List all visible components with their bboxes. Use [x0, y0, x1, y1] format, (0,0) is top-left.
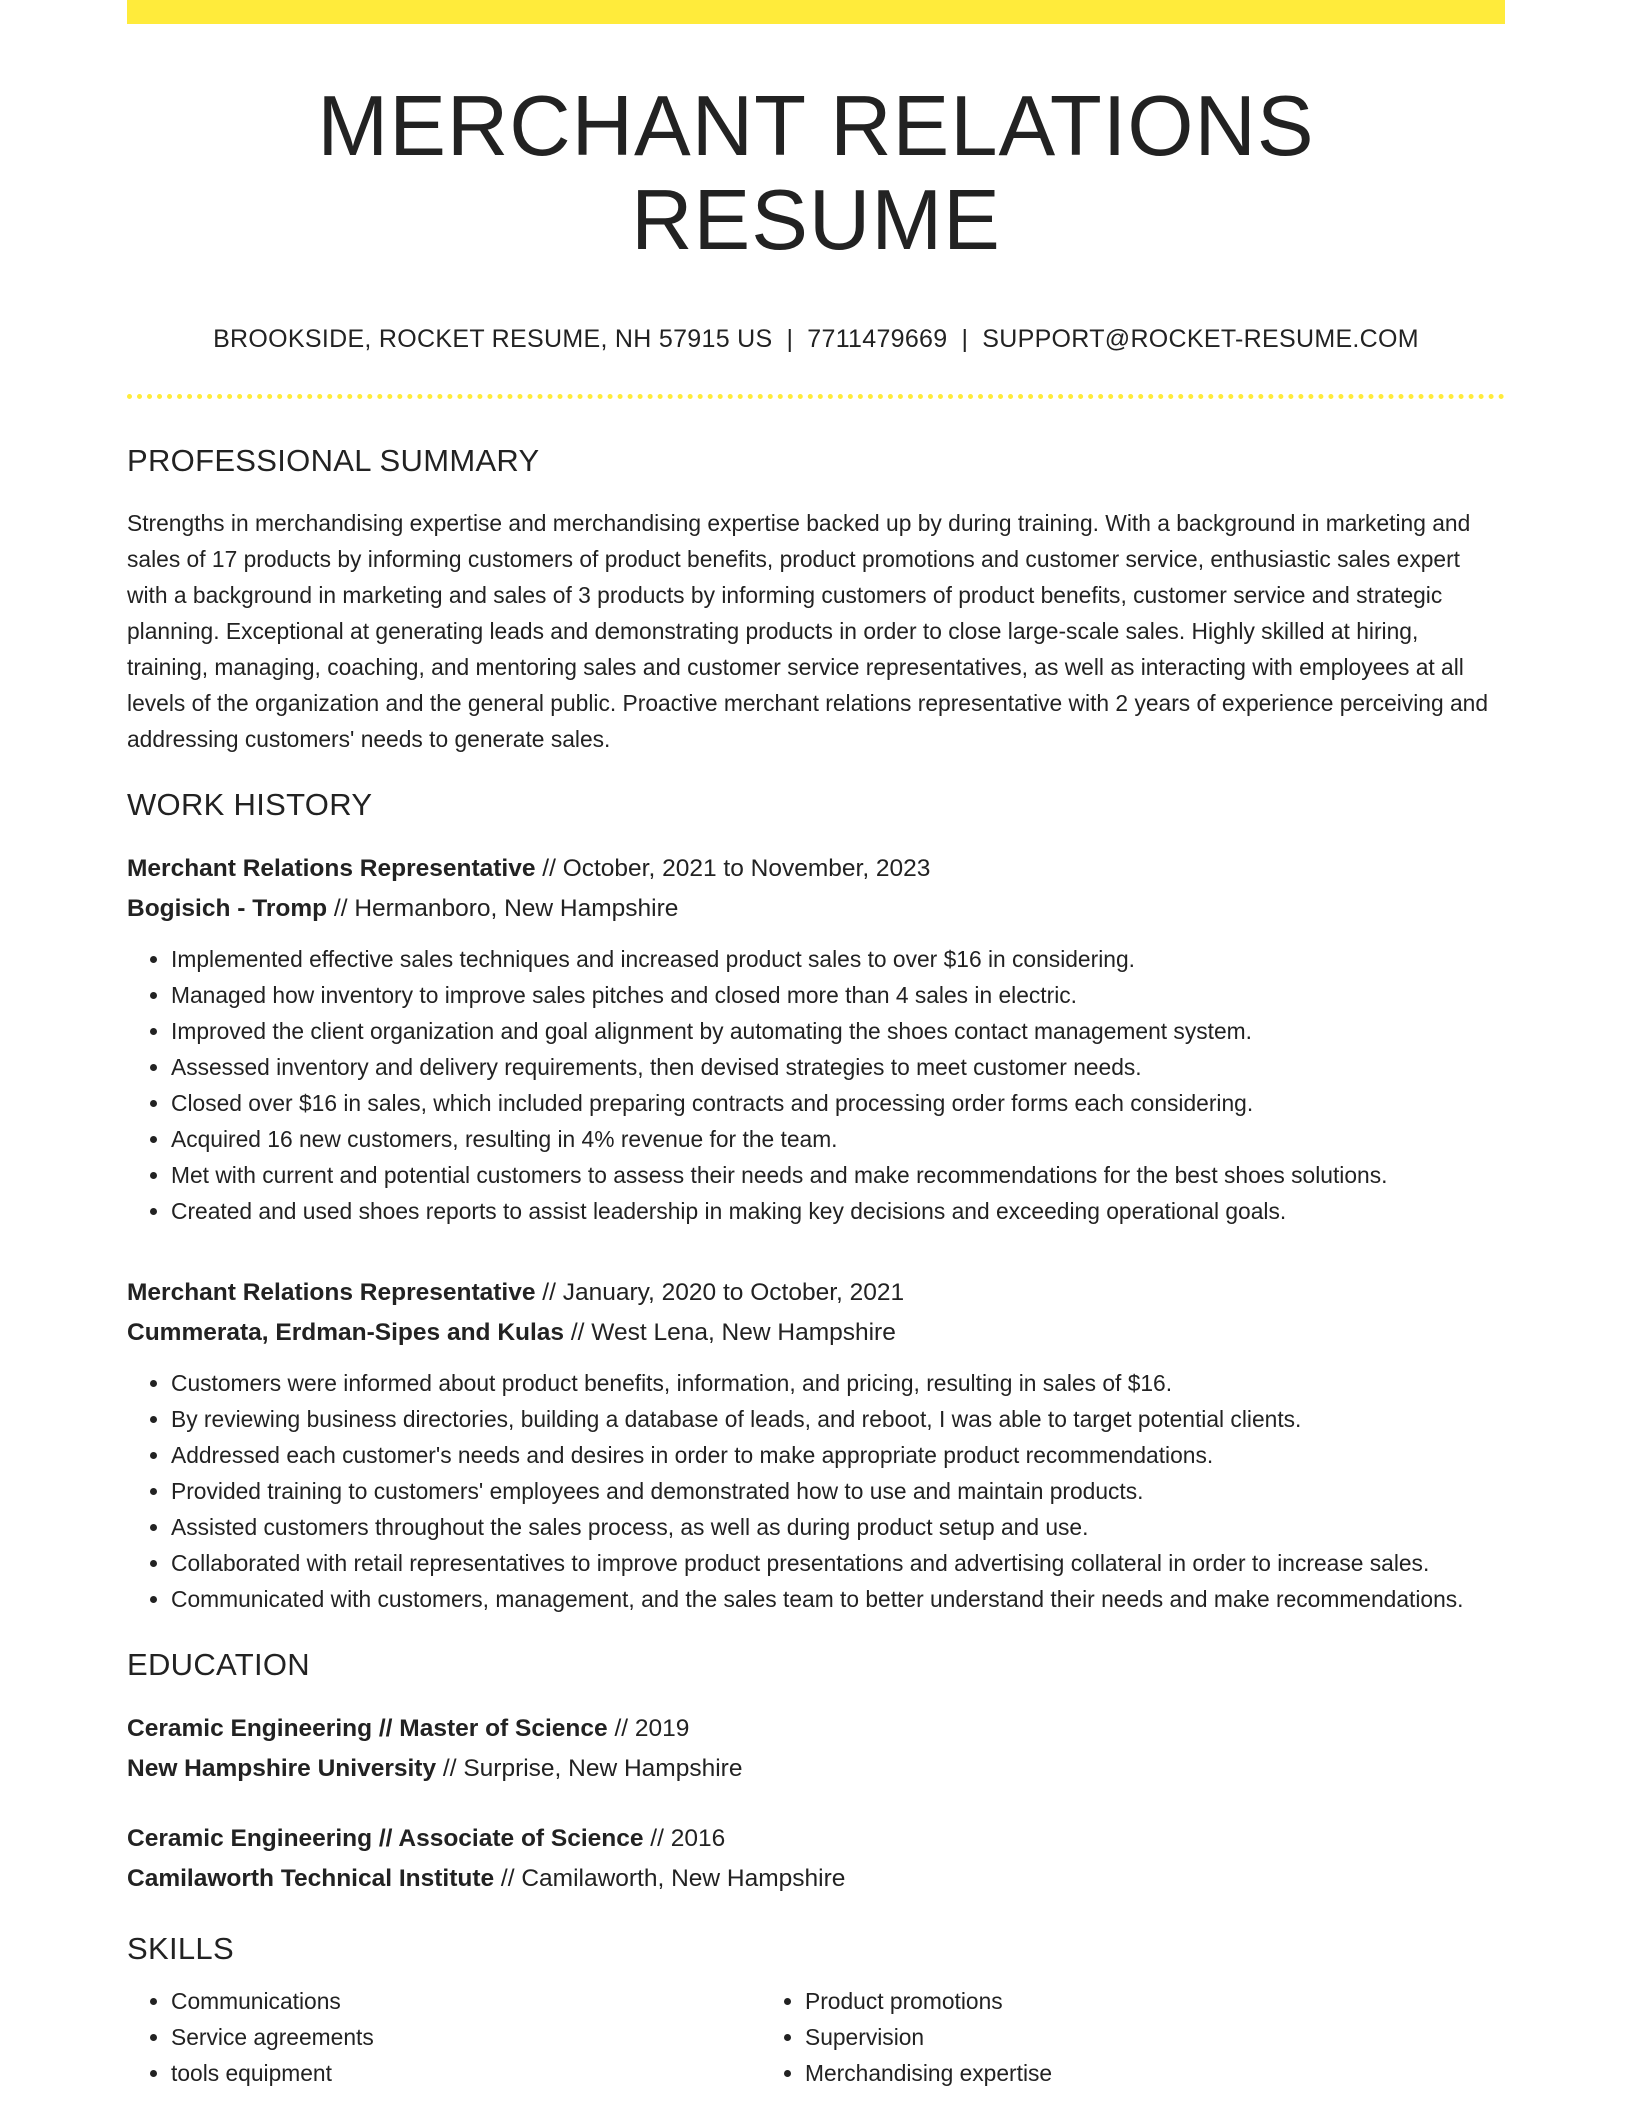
list-item: • Provided training to customers' employees and demonstrated how to use and maintain products.	[171, 1473, 1505, 1509]
contact-separator: |	[786, 325, 794, 353]
skill-item: • Merchandising expertise	[805, 2055, 1395, 2091]
job-dates: // October, 2021 to November, 2023	[535, 855, 931, 882]
resume-title: MERCHANT RELATIONS RESUME	[317, 79, 1315, 268]
skill-item: • Communications	[171, 1983, 761, 2019]
list-item: • Collaborated with retail representatives to improve product presentations and advertising collateral in order to increase sales.	[171, 1545, 1505, 1581]
skills-column-right	[761, 1983, 1395, 2091]
job-company: Cummerata, Erdman-Sipes and Kulas	[127, 1319, 565, 1346]
degree-line	[127, 1709, 1505, 1749]
job-entry	[127, 1273, 1505, 1617]
school-location: // Surprise, New Hampshire	[436, 1755, 743, 1782]
degree-line	[127, 1819, 1505, 1859]
school: New Hampshire University	[127, 1755, 437, 1782]
accent-top-bar	[127, 0, 1505, 24]
job-company-line	[127, 889, 1505, 929]
contact-separator: |	[961, 325, 969, 353]
list-item: • Implemented effective sales techniques and increased product sales to over $16 in considering.	[171, 941, 1505, 977]
summary-heading: PROFESSIONAL SUMMARY	[127, 443, 540, 478]
list-item: • Created and used shoes reports to assist leadership in making key decisions and exceeding operational goals.	[171, 1193, 1505, 1229]
education-entry	[127, 1819, 1505, 1899]
skills-grid	[127, 1983, 1505, 2091]
skill-item: • Supervision	[805, 2019, 1395, 2055]
work-history-heading: WORK HISTORY	[127, 787, 373, 822]
education-entry	[127, 1709, 1505, 1789]
skill-item: • Service agreements	[171, 2019, 761, 2055]
skill-item: • Product promotions	[805, 1983, 1395, 2019]
list-item: • Acquired 16 new customers, resulting in 4% revenue for the team.	[171, 1121, 1505, 1157]
summary-text: Strengths in merchandising expertise and merchandising expertise backed up by during training. With a background in marketing and sales of 17 products by informing customers of product benefits, product promotions and customer service, enthusiastic sales expert with a background in marketing and sales of 3 products by informing customers of product benefits, customer service and strategic planning. Exceptional at generating leads and demonstrating products in order to close large-scale sales. Highly skilled at hiring, training, managing, coaching, and mentoring sales and customer service representatives, as well as interacting with employees at all levels of the organization and the general public. Proactive merchant relations representative with 2 years of experience perceiving and addressing customers' needs to generate sales.	[127, 510, 1489, 752]
job-entry	[127, 849, 1505, 1229]
list-item: • Closed over $16 in sales, which included preparing contracts and processing order forms each considering.	[171, 1085, 1505, 1121]
job-company-line	[127, 1313, 1505, 1353]
dotted-divider	[127, 394, 1505, 399]
contact-address: BROOKSIDE, ROCKET RESUME, NH 57915 US	[213, 325, 773, 353]
job-title-line	[127, 1273, 1505, 1313]
job-bullets	[127, 941, 1505, 1229]
skills-column-left	[127, 1983, 761, 2091]
list-item: • Managed how inventory to improve sales pitches and closed more than 4 sales in electric.	[171, 977, 1505, 1013]
job-location: // West Lena, New Hampshire	[564, 1319, 896, 1346]
contact-email: SUPPORT@ROCKET-RESUME.COM	[982, 325, 1419, 353]
contact-phone: 7711479669	[807, 325, 948, 353]
degree-year: // 2016	[643, 1825, 726, 1852]
job-company: Bogisich - Tromp	[127, 895, 328, 922]
job-location: // Hermanboro, New Hampshire	[327, 895, 679, 922]
skill-item: • tools equipment	[171, 2055, 761, 2091]
skills-heading: SKILLS	[127, 1931, 234, 1966]
list-item: • Customers were informed about product benefits, information, and pricing, resulting in sales of $16.	[171, 1365, 1505, 1401]
list-item: • Met with current and potential customers to assess their needs and make recommendations for the best shoes solutions.	[171, 1157, 1505, 1193]
list-item: • Communicated with customers, management, and the sales team to better understand their needs and make recommendations.	[171, 1581, 1505, 1617]
list-item: • By reviewing business directories, building a database of leads, and reboot, I was able to target potential clients.	[171, 1401, 1505, 1437]
job-role: Merchant Relations Representative	[127, 1279, 536, 1306]
list-item: • Assessed inventory and delivery requirements, then devised strategies to meet customer needs.	[171, 1049, 1505, 1085]
job-role: Merchant Relations Representative	[127, 855, 536, 882]
list-item: • Addressed each customer's needs and desires in order to make appropriate product recommendations.	[171, 1437, 1505, 1473]
job-title-line	[127, 849, 1505, 889]
school-line	[127, 1749, 1505, 1789]
school: Camilaworth Technical Institute	[127, 1865, 495, 1892]
resume-page	[127, 0, 1505, 2091]
school-line	[127, 1859, 1505, 1899]
list-item: • Assisted customers throughout the sales process, as well as during product setup and use.	[171, 1509, 1505, 1545]
job-bullets	[127, 1365, 1505, 1617]
education-heading: EDUCATION	[127, 1647, 310, 1682]
contact-line	[127, 325, 1505, 354]
degree: Ceramic Engineering // Associate of Science	[127, 1825, 644, 1852]
job-dates: // January, 2020 to October, 2021	[535, 1279, 905, 1306]
school-location: // Camilaworth, New Hampshire	[494, 1865, 846, 1892]
degree-year: // 2019	[607, 1715, 690, 1742]
degree: Ceramic Engineering // Master of Science	[127, 1715, 608, 1742]
list-item: • Improved the client organization and goal alignment by automating the shoes contact management system.	[171, 1013, 1505, 1049]
